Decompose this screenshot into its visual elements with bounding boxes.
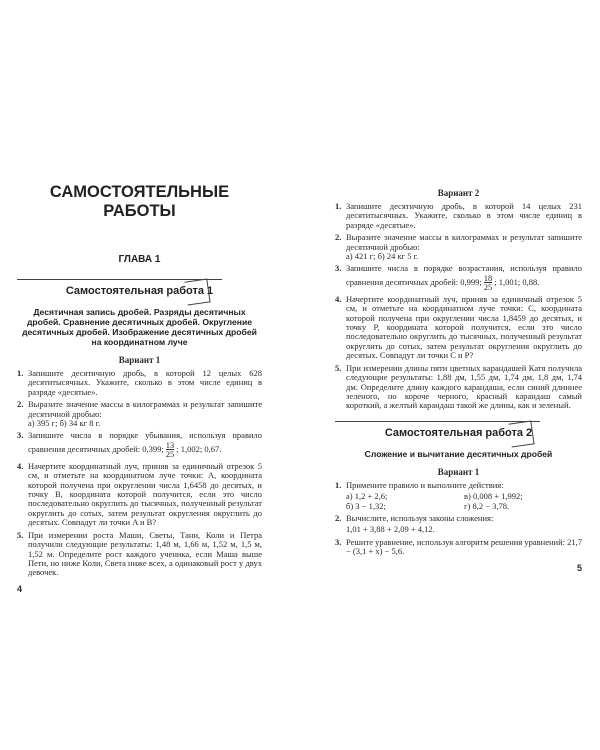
- task-item: [335, 514, 582, 535]
- task-text: Выразите значение массы в килограммах и результат запишите десятичной дробью:: [28, 399, 262, 419]
- denominator: 25: [165, 449, 175, 460]
- divider: [335, 421, 540, 422]
- task-list: [335, 481, 582, 557]
- right-page: [335, 180, 582, 573]
- task-number: 1.: [17, 368, 24, 378]
- task-text: Запишите десятичную дробь, в которой 12 целых 628 десятитысячных. Укажите, сколько в этом числе единиц в разряде «десятые».: [28, 368, 262, 397]
- page-number: 4: [17, 583, 23, 594]
- subitems-grid: [346, 492, 582, 511]
- title-line: САМОСТОЯТЕЛЬНЫЕ: [49, 183, 230, 201]
- left-page: [17, 183, 262, 594]
- task-text: При измерении длины пяти цветных карандашей Катя получила следующие результаты: 1,88 дм, 1,55 дм, 1,74 дм, 1,8 дм, 1,74 дм. Определите длину каждого карандаша, если синий длиннее зеленого, но короче черного, красный карандаш самый короткий, а желтый карандаш такой же длины, как и зеленый.: [346, 362, 582, 411]
- work-heading-block: [335, 421, 582, 445]
- task-item: [17, 531, 262, 578]
- task-item: [17, 400, 262, 428]
- task-text: Примените правило и выполните действия:: [346, 479, 504, 490]
- task-text: Выразите значение массы в килограммах и результат запишите десятичной дробью:: [346, 232, 582, 252]
- numerator: 13: [165, 439, 175, 450]
- work-heading: Самостоятельная работа 2: [384, 426, 533, 439]
- title-line: РАБОТЫ: [103, 202, 176, 220]
- task-number: 2.: [335, 232, 342, 243]
- work-subtitle: Десятичная запись дробей. Разряды десятичных дробей. Сравнение десятичных дробей. Округление десятичных дробей. Изображение десятичных дробей на координатном луче: [22, 307, 257, 347]
- task-text: Начертите координатный луч, приняв за единичный отрезок 5 см, и отметьте на координатном луче точки: C, координата которой получена при округлении числа 1,8459 до десятых, и точку P, координата которой получится, если это число последовательно округлить до тысячных, полученный результат округлить до сотых, затем результат округления округлить до десятых. Совпадут ли точки C и P?: [346, 293, 582, 361]
- task-number: 3.: [335, 536, 342, 547]
- variant-heading: Вариант 2: [437, 188, 480, 198]
- task-item: [335, 364, 582, 411]
- page-number: 5: [576, 562, 582, 573]
- task-item: [335, 233, 582, 261]
- fraction: [166, 441, 175, 459]
- task-text: При измерении роста Маши, Светы, Тани, Коли и Петра получили следующие результаты: 1,48 м, 1,66 м, 1,52 м, 1,5 м, 1,52 м. Определите рост каждого ученика, если Маша выше Пети, но ниже Коли, Света ниже всех, а одинаковый рост у двух девочек.: [28, 529, 262, 578]
- task-number: 3.: [17, 430, 24, 441]
- task-item: [17, 431, 262, 458]
- chapter-heading: ГЛАВА 1: [118, 254, 161, 265]
- task-subitems: а) 395 г; б) 34 кг 8 г.: [28, 418, 101, 429]
- task-number: 4.: [17, 460, 24, 471]
- task-number: 2.: [17, 399, 24, 410]
- task-text: Запишите числа в порядке убывания, используя правило сравнения десятичных дробей: 0,399;: [28, 430, 262, 454]
- variant-heading: Вариант 1: [118, 355, 161, 365]
- variant-heading: Вариант 1: [437, 466, 480, 477]
- task-item: [335, 538, 582, 557]
- task-number: 5.: [17, 529, 24, 540]
- task-item: [17, 369, 262, 397]
- subitem: в) 0,008 + 1,992;: [464, 491, 523, 502]
- denominator: 25: [483, 282, 493, 293]
- work-heading-block: [17, 279, 262, 303]
- task-text: ; 1,001; 0,88.: [494, 276, 540, 287]
- expression: 1,01 + 3,88 + 2,09 + 4,12.: [346, 524, 435, 535]
- task-item: [17, 462, 262, 528]
- task-text: ; 1,002; 0,67.: [176, 443, 222, 454]
- task-item: [335, 202, 582, 230]
- task-number: 1.: [335, 201, 342, 211]
- task-item: [335, 481, 582, 511]
- subitem: г) 8,2 − 3,78.: [464, 500, 510, 511]
- task-text: Вычислите, используя законы сложения:: [346, 512, 494, 523]
- task-text: Решите уравнение, используя алгоритм решения уравнений: 21,7 − (3,1 + x) − 5,6.: [346, 536, 582, 557]
- task-text: Запишите десятичную дробь, в которой 14 целых 231 десятитысячных. Укажите, сколько в этом числе единиц в разряде «десятые».: [346, 201, 582, 230]
- section-title: [17, 183, 262, 221]
- task-list: [17, 369, 262, 578]
- task-number: 4.: [335, 293, 342, 304]
- task-item: [335, 264, 582, 291]
- numerator: 18: [483, 272, 493, 283]
- task-number: 5.: [335, 362, 342, 373]
- fraction: [484, 274, 493, 292]
- work-heading: Самостоятельная работа 1: [65, 285, 214, 297]
- task-number: 1.: [335, 479, 342, 490]
- task-number: 2.: [335, 512, 342, 523]
- task-text: Начертите координатный луч, приняв за единичный отрезок 5 см, и отметьте на координатном луче точки: A, координата которой получена при округлении числа 1,6458 до десятых, и точку B, координата которой получится, если это число последовательно округлить до тысячных, полученный результат округлить до сотых, затем результат округления округлить до десятых. Совпадут ли точки A и B?: [28, 460, 262, 528]
- task-number: 3.: [335, 263, 342, 274]
- task-text: Запишите числа в порядке возрастания, используя правило сравнения десятичных дробей: 0,999;: [346, 263, 582, 287]
- task-subitems: а) 421 г; б) 24 кг 5 г.: [346, 251, 419, 262]
- task-item: [335, 295, 582, 361]
- task-list: [335, 202, 582, 411]
- subitem: а) 1,2 + 2,6;: [346, 491, 388, 502]
- subitem: б) 3 − 1,32;: [346, 500, 386, 511]
- work-subtitle: Сложение и вычитание десятичных дробей: [364, 448, 553, 459]
